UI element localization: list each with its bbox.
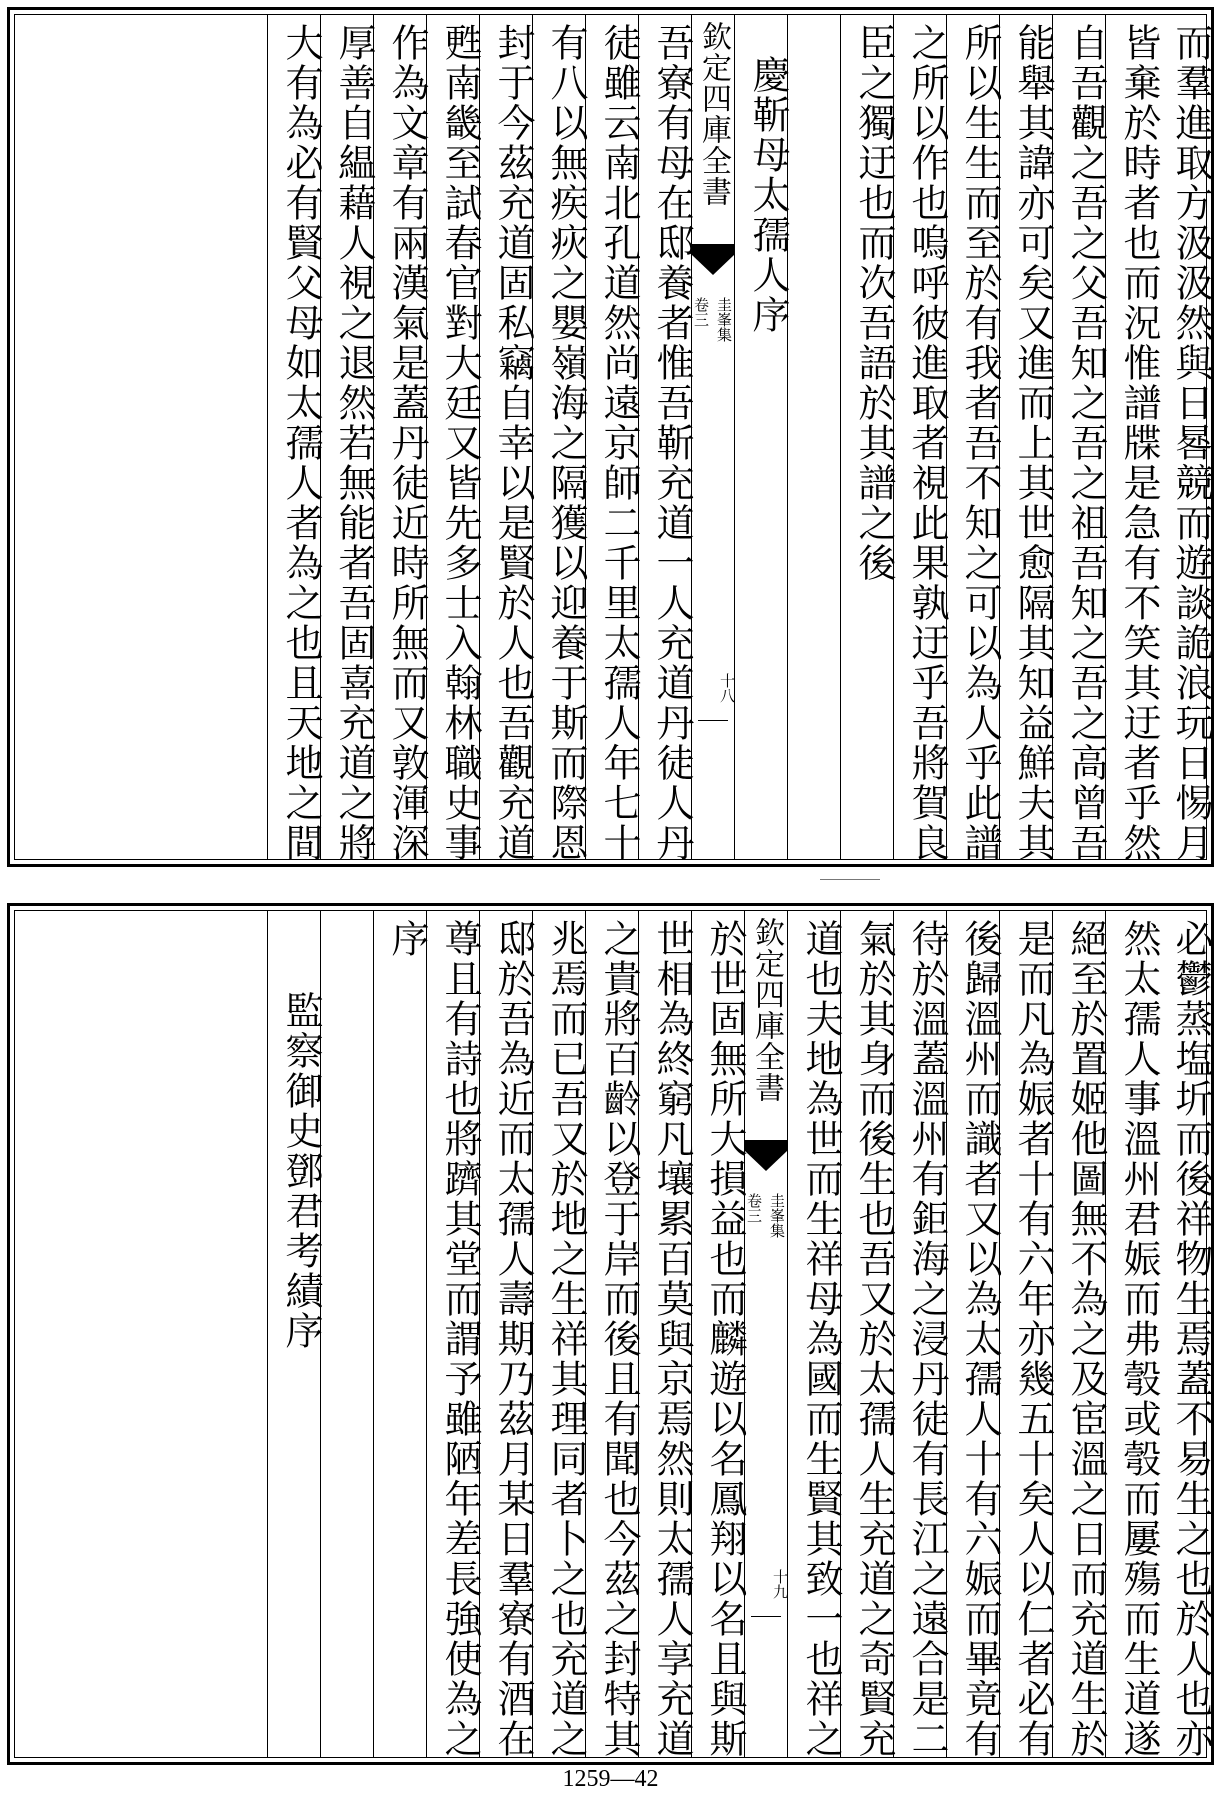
- leaf-number: 十九: [771, 1569, 789, 1599]
- column-text: 道也夫地為世而生祥母為國而生賢其致一也祥之: [799, 919, 843, 1759]
- gutter-title-box: [692, 15, 734, 245]
- column-text: 封于今茲充道固私竊自幸以是賢於人也吾觀充道: [491, 23, 535, 863]
- volume-label: [692, 297, 734, 342]
- section-title: 監察御史鄧君考績序: [279, 991, 323, 1351]
- column-text: 待於溫蓋溫州有鉅海之浸丹徒有長江之遠合是二: [905, 919, 949, 1759]
- collection-name: 圭峯集: [715, 297, 733, 342]
- text-column: [840, 911, 896, 1759]
- text-column: [479, 911, 535, 1759]
- text-column: [638, 15, 694, 863]
- text-column: [946, 15, 1002, 863]
- text-column: [999, 911, 1055, 1759]
- column-text: 臣之獨迂也而次吾語於其譜之後: [852, 23, 896, 583]
- text-column: [320, 15, 376, 863]
- text-column: [787, 15, 840, 859]
- book-title: 欽定四庫全書: [749, 917, 784, 1103]
- text-column: [1105, 911, 1161, 1759]
- upper-page: [7, 7, 1214, 867]
- page-separator: [820, 879, 880, 880]
- column-text: 厚善自緼藉人視之退然若無能者吾固喜充道之將: [332, 23, 376, 863]
- volume-label: [745, 1193, 787, 1238]
- page-footer-number: 1259—42: [562, 1766, 659, 1792]
- section-title: 慶靳母太孺人序: [746, 55, 790, 335]
- column-text: 吾寮有母在邸養者惟吾靳充道一人充道丹徒人丹: [650, 23, 694, 863]
- gutter-title-box: [745, 911, 787, 1141]
- fish-tail-mark-icon: [745, 1141, 787, 1175]
- column-text: 之所以作也嗚呼彼進取者視此果孰迂乎吾將賀良: [905, 23, 949, 863]
- text-column: [1158, 911, 1213, 1759]
- center-gutter: [744, 911, 788, 1757]
- text-column: [585, 911, 641, 1759]
- volume-number: 卷三: [692, 297, 710, 327]
- text-column: [426, 911, 482, 1759]
- text-column: [999, 15, 1055, 863]
- column-text: 所以生生而至於有我者吾不知之可以為人乎此譜: [958, 23, 1002, 863]
- text-column: [1052, 15, 1108, 863]
- text-column: [787, 911, 843, 1759]
- column-text: 是而凡為娠者十有六年亦幾五十矣人以仁者必有: [1011, 919, 1055, 1759]
- text-column: [267, 15, 323, 863]
- column-text: 序: [385, 919, 429, 959]
- text-column: [893, 15, 949, 863]
- column-text: 尊且有詩也將躋其堂而謂予雖陋年差長強使為之: [438, 919, 482, 1759]
- lower-page: [7, 903, 1214, 1765]
- text-column: [585, 15, 641, 863]
- text-column: [320, 911, 373, 1757]
- column-text: 皆棄於時者也而況惟譜牒是急有不笑其迂者乎然: [1117, 23, 1161, 863]
- text-column: [1105, 15, 1161, 863]
- column-text: 於世固無所大損益也而麟遊以名鳳翔以名且與斯: [703, 919, 747, 1759]
- section-title-column: [734, 15, 790, 859]
- column-text: 世相為終窮凡壤累百莫與京焉然則太孺人享充道: [650, 919, 694, 1759]
- column-text: 兆焉而已吾又於地之生祥其理同者卜之也充道之: [544, 919, 588, 1759]
- column-text: 之貴將百齡以登于岸而後且有聞也今茲之封特其: [597, 919, 641, 1759]
- column-text: 必鬱蒸塩圻而後祥物生焉蓋不易生之也於人也亦: [1169, 919, 1213, 1759]
- column-text: 能舉其諱亦可矣又進而上其世愈隔其知益鮮夫其: [1011, 23, 1055, 863]
- text-column: [691, 911, 747, 1759]
- text-column: [638, 911, 694, 1759]
- text-column: [532, 15, 588, 863]
- column-text: 絕至於置姬他圖無不為之及宦溫之日而充道生於: [1064, 919, 1108, 1759]
- leaf-rule: [698, 720, 728, 721]
- volume-number: 卷三: [745, 1193, 763, 1223]
- text-column: [893, 911, 949, 1759]
- text-column: [426, 15, 482, 863]
- text-column: [1158, 15, 1213, 863]
- column-text: 作為文章有兩漢氣是蓋丹徒近時所無而又敦渾深: [385, 23, 429, 863]
- text-column: [840, 15, 896, 859]
- lower-page-frame: [14, 910, 1213, 1759]
- text-column: [1052, 911, 1108, 1759]
- leaf-rule: [751, 1616, 781, 1617]
- column-text: 甦南畿至試春官對大廷又皆先多士入翰林職史事: [438, 23, 482, 863]
- column-text: 有八以無疾疢之嬰嶺海之隔獲以迎養于斯而際恩: [544, 23, 588, 863]
- book-title: 欽定四庫全書: [696, 21, 731, 207]
- column-text: 而羣進取方汲汲然與日晷競而遊談詭浪玩日惕月: [1169, 23, 1213, 863]
- collection-name: 圭峯集: [768, 1193, 786, 1238]
- column-text: 自吾觀之吾之父吾知之吾之祖吾知之吾之高曾吾: [1064, 23, 1108, 863]
- upper-page-frame: [14, 14, 1213, 863]
- leaf-number: 十八: [718, 673, 736, 703]
- column-text: 氣於其身而後生也吾又於太孺人生充道之奇賢充: [852, 919, 896, 1759]
- center-gutter: [691, 15, 735, 859]
- column-text: 後歸溫州而識者又以為太孺人十有六娠而畢竟有: [958, 919, 1002, 1759]
- column-text: 然太孺人事溫州君娠而弗彀或彀而屢殤而生道遂: [1117, 919, 1161, 1759]
- text-column: [373, 15, 429, 863]
- text-column: [373, 911, 429, 1757]
- column-text: 徒雖云南北孔道然尚遠京師二千里太孺人年七十: [597, 23, 641, 863]
- text-column: [532, 911, 588, 1759]
- text-column: [946, 911, 1002, 1759]
- fish-tail-mark-icon: [692, 245, 734, 279]
- text-column: [479, 15, 535, 863]
- section-title-column: [267, 911, 323, 1757]
- column-text: 邸於吾為近而太孺人壽期乃茲月某日羣寮有酒在: [491, 919, 535, 1759]
- column-text: 大有為必有賢父母如太孺人者為之也且天地之間: [279, 23, 323, 863]
